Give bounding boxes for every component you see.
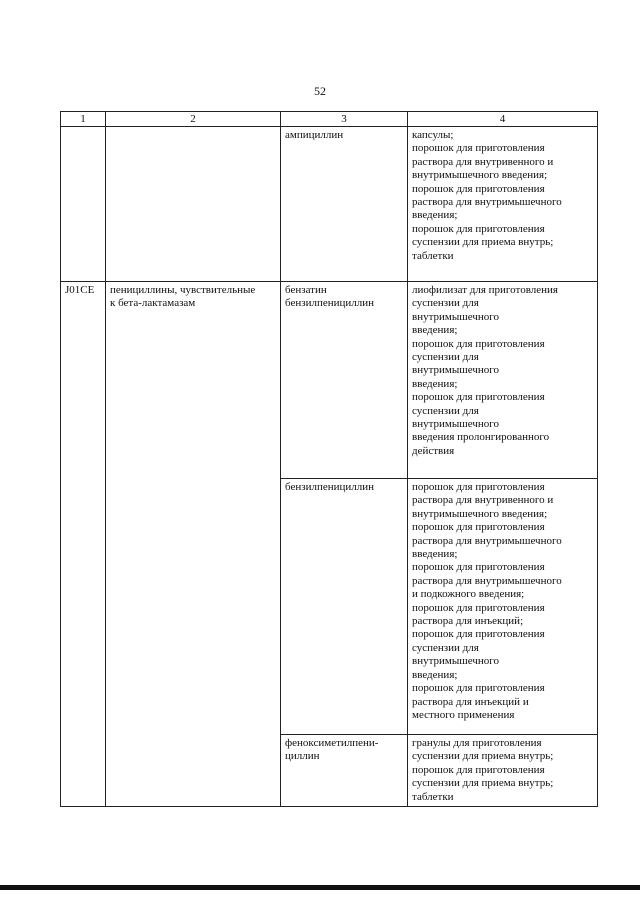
group-cell bbox=[106, 127, 281, 282]
dosage-forms-cell: порошок для приготовления раствора для внутривенного и внутримышечного введения; порошок для приготовления раствора для внутримышечного введения; порошок для приготовления раствора для внутримышечного и подкожного введения; порошок для приготовления раствора для инъекций; порошок для приготовления суспензии для внутримышечного введения; порошок для приготовления раствора для инъекций и местного применения bbox=[408, 479, 598, 735]
atc-code-cell: J01CE bbox=[61, 282, 106, 807]
page-bottom-rule bbox=[0, 885, 640, 890]
table-row bbox=[61, 127, 598, 282]
atc-code-cell bbox=[61, 127, 106, 282]
group-cell: пенициллины, чувствительные к бета-лактамазам bbox=[106, 282, 281, 807]
drug-name-cell: ампициллин bbox=[281, 127, 408, 282]
dosage-forms-cell: гранулы для приготовления суспензии для приема внутрь; порошок для приготовления суспензии для приема внутрь; таблетки bbox=[408, 735, 598, 807]
table-header-row bbox=[61, 112, 598, 127]
dosage-forms-cell: лиофилизат для приготовления суспензии для внутримышечного введения; порошок для приготовления суспензии для внутримышечного введения; порошок для приготовления суспензии для внутримышечного введения пролонгированного действия bbox=[408, 282, 598, 479]
drug-name-cell: феноксиметилпени- циллин bbox=[281, 735, 408, 807]
column-header-2: 2 bbox=[106, 112, 281, 127]
page-number: 52 bbox=[314, 84, 326, 98]
dosage-forms-cell: капсулы; порошок для приготовления раствора для внутривенного и внутримышечного введения; порошок для приготовления раствора для внутримышечного введения; порошок для приготовления суспензии для приема внутрь; таблетки bbox=[408, 127, 598, 282]
drug-table bbox=[60, 111, 598, 807]
column-header-3: 3 bbox=[281, 112, 408, 127]
drug-name-cell: бензатин бензилпенициллин bbox=[281, 282, 408, 479]
column-header-1: 1 bbox=[61, 112, 106, 127]
table-row bbox=[61, 282, 598, 479]
column-header-4: 4 bbox=[408, 112, 598, 127]
drug-name-cell: бензилпенициллин bbox=[281, 479, 408, 735]
